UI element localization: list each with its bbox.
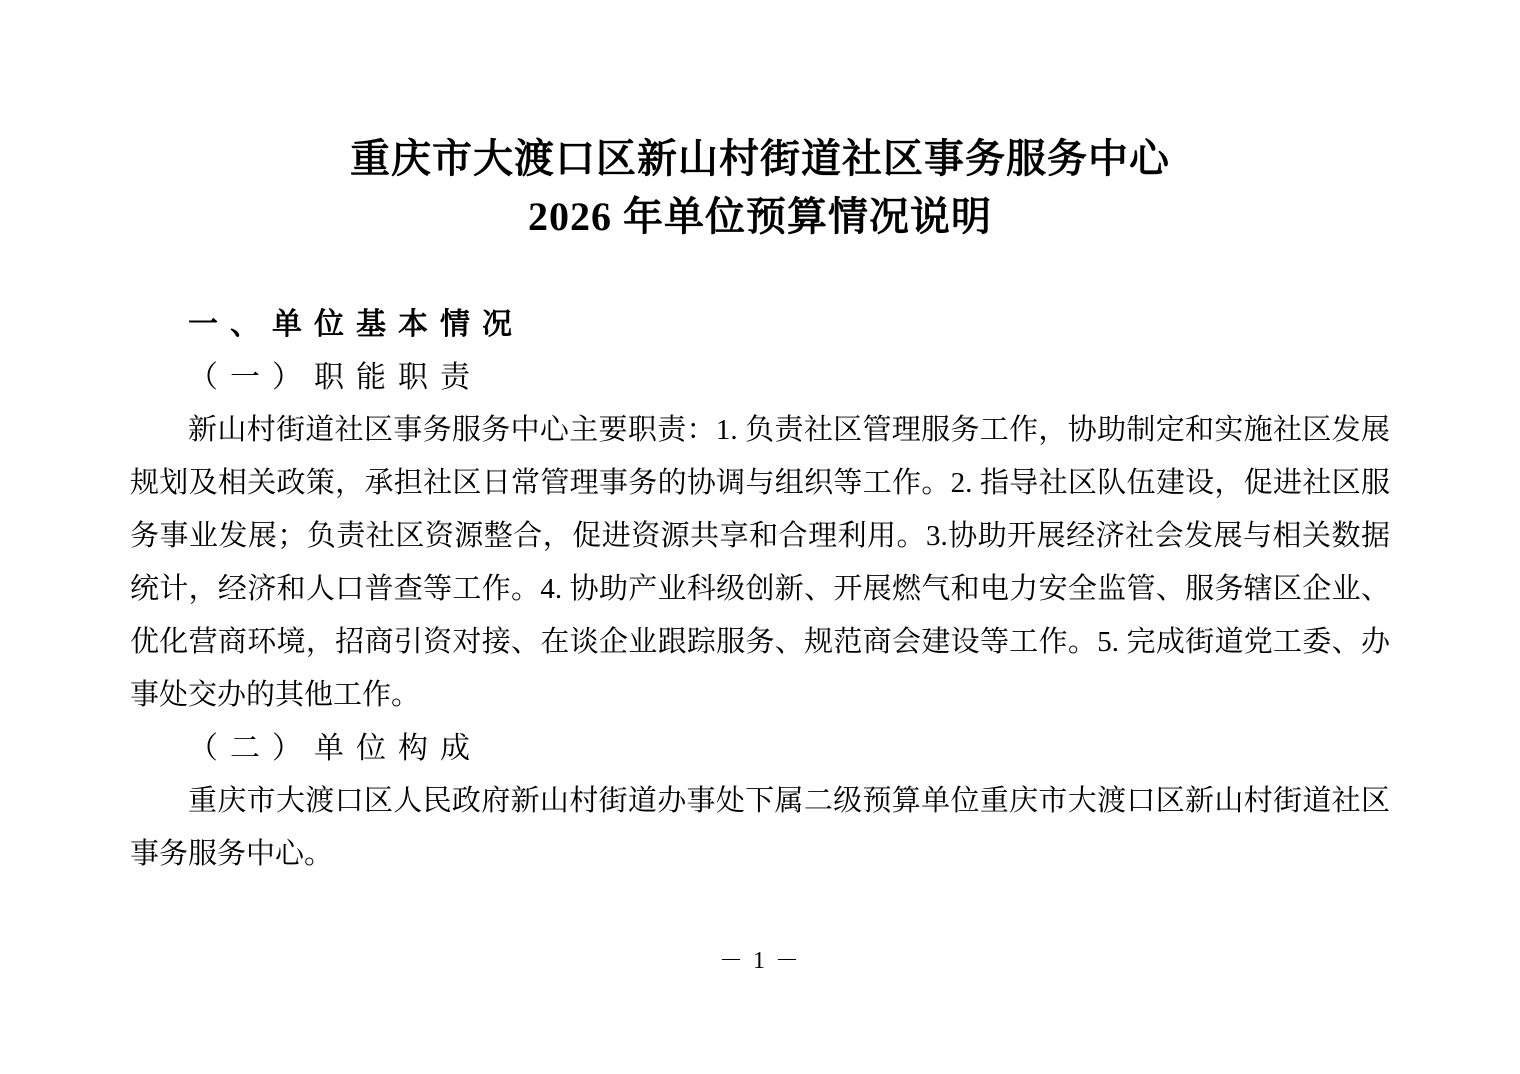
subsection-heading-composition: （二）单位构成: [188, 732, 482, 765]
subsection-heading-duties: （一）职能职责: [188, 361, 482, 394]
paragraph-duties: 新山村街道社区事务服务中心主要职责：1. 负责社区管理服务工作，协助制定和实施社区发展规划及相关政策，承担社区日常管理事务的协调与组织等工作。2. 指导社区队伍建设，促进社区服务事业发展；负责社区资源整合，促进资源共享和合理利用。3.协助开展经济社会发展与相关数据统计，经济和人口普查等工作。4. 协助产业科级创新、开展燃气和电力安全监管、服务辖区企业、优化营商环境，招商引资对接、在谈企业跟踪服务、规范商会建设等工作。5. 完成街道党工委、办事处交办的其他工作。: [130, 414, 1390, 711]
document-title: [0, 130, 1520, 246]
page-number: － 1 －: [719, 948, 801, 974]
section-heading-basic-info: 一、单位基本情况: [188, 308, 524, 341]
paragraph-composition: 重庆市大渡口区人民政府新山村街道办事处下属二级预算单位重庆市大渡口区新山村街道社区事务服务中心。: [130, 785, 1390, 870]
title-line-1: 重庆市大渡口区新山村街道社区事务服务中心: [350, 136, 1170, 181]
document-body: [130, 298, 1390, 881]
title-line-2: 2026 年单位预算情况说明: [528, 194, 992, 239]
